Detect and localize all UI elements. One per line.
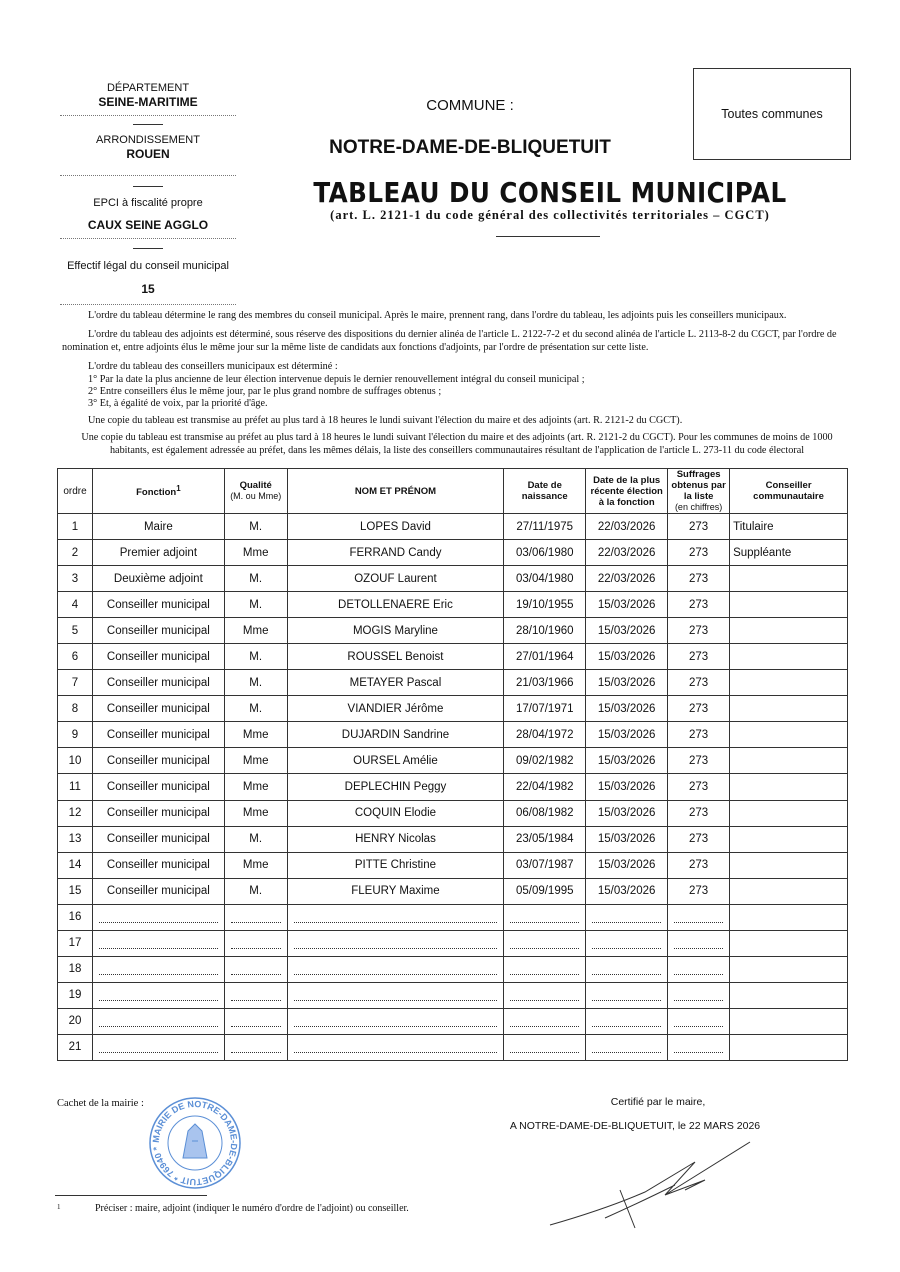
cell-fonction: Deuxième adjoint (92, 566, 224, 592)
cell-communautaire (730, 1008, 848, 1034)
dotted-blank (294, 993, 498, 1001)
dotted-blank (294, 915, 498, 923)
cell-naissance: 22/04/1982 (504, 774, 586, 800)
cell-suffrages: 273 (668, 514, 730, 540)
cell-election: 15/03/2026 (586, 670, 668, 696)
col-suffrages: Suffrages obtenus par la liste (en chiffres) (668, 469, 730, 514)
cachet-label: Cachet de la mairie : (57, 1098, 144, 1109)
cell-fonction: Conseiller municipal (92, 800, 224, 826)
cell-naissance: 05/09/1995 (504, 878, 586, 904)
epci: CAUX SEINE AGGLO (60, 218, 236, 239)
cell-naissance: 03/07/1987 (504, 852, 586, 878)
cell-fonction: Conseiller municipal (92, 852, 224, 878)
cell-qualite (224, 904, 287, 930)
cell-qualite: M. (224, 670, 287, 696)
cell-qualite (224, 1034, 287, 1060)
cell-naissance: 19/10/1955 (504, 592, 586, 618)
paragraph: Une copie du tableau est transmise au préfet au plus tard à 18 heures le lundi suivant l'élection du maire et des adjoints (art. R. 2121-2 du CGCT). (88, 415, 683, 426)
table-row (58, 592, 848, 618)
cell-election: 15/03/2026 (586, 618, 668, 644)
cell-suffrages: 273 (668, 748, 730, 774)
lieu-date: A NOTRE-DAME-DE-BLIQUETUIT, le 22 MARS 2026 (509, 1120, 761, 1132)
cell-suffrages: 273 (668, 878, 730, 904)
cell-nom: FERRAND Candy (287, 540, 504, 566)
cell-communautaire (730, 982, 848, 1008)
cell-nom: FLEURY Maxime (287, 878, 504, 904)
cell-nom: DEPLECHIN Peggy (287, 774, 504, 800)
arrondissement-label: ARRONDISSEMENT (96, 134, 200, 146)
effectif-label: Effectif légal du conseil municipal (67, 260, 229, 272)
dotted-blank (592, 1045, 661, 1053)
cell-naissance: 03/06/1980 (504, 540, 586, 566)
cell-qualite: M. (224, 644, 287, 670)
council-table (57, 468, 848, 1061)
cell-suffrages: 273 (668, 696, 730, 722)
cell-ordre: 17 (58, 930, 93, 956)
dotted-blank (592, 941, 661, 949)
cell-fonction: Conseiller municipal (92, 592, 224, 618)
dotted-blank (510, 967, 579, 975)
cell-fonction: Conseiller municipal (92, 722, 224, 748)
cell-qualite: M. (224, 514, 287, 540)
dotted-blank (592, 993, 661, 1001)
page-subtitle: (art. L. 2121-1 du code général des collectivités territoriales – CGCT) (330, 208, 770, 222)
dotted-blank (231, 967, 281, 975)
dotted-blank (294, 941, 498, 949)
dotted-blank (674, 993, 723, 1001)
dotted-blank (510, 941, 579, 949)
page-title: TABLEAU DU CONSEIL MUNICIPAL (313, 176, 787, 209)
cell-qualite: Mme (224, 540, 287, 566)
divider (133, 124, 163, 125)
cell-nom (287, 1034, 504, 1060)
cell-naissance: 21/03/1966 (504, 670, 586, 696)
cell-ordre: 4 (58, 592, 93, 618)
cell-suffrages (668, 982, 730, 1008)
cell-communautaire (730, 930, 848, 956)
dotted-blank (674, 1045, 723, 1053)
cell-ordre: 13 (58, 826, 93, 852)
cell-election: 15/03/2026 (586, 852, 668, 878)
cell-election: 15/03/2026 (586, 748, 668, 774)
cell-ordre: 7 (58, 670, 93, 696)
cell-qualite: Mme (224, 774, 287, 800)
dotted-blank (231, 1045, 281, 1053)
cell-naissance: 03/04/1980 (504, 566, 586, 592)
table-row (58, 618, 848, 644)
cell-communautaire (730, 956, 848, 982)
cell-ordre: 14 (58, 852, 93, 878)
dotted-blank (674, 967, 723, 975)
empty-row (58, 904, 848, 930)
cell-election: 15/03/2026 (586, 800, 668, 826)
col-naissance: Date de naissance (504, 469, 586, 514)
dotted-blank (231, 941, 281, 949)
cell-suffrages: 273 (668, 566, 730, 592)
cell-suffrages (668, 956, 730, 982)
empty-row (58, 982, 848, 1008)
cell-qualite: M. (224, 696, 287, 722)
cell-suffrages: 273 (668, 722, 730, 748)
cell-fonction (92, 982, 224, 1008)
mairie-stamp (148, 1096, 242, 1190)
table-row (58, 644, 848, 670)
cell-suffrages: 273 (668, 540, 730, 566)
cell-naissance: 23/05/1984 (504, 826, 586, 852)
cell-ordre: 18 (58, 956, 93, 982)
cell-nom: MOGIS Maryline (287, 618, 504, 644)
cell-nom: ROUSSEL Benoist (287, 644, 504, 670)
cell-communautaire (730, 722, 848, 748)
cell-communautaire (730, 774, 848, 800)
cell-qualite (224, 1008, 287, 1034)
col-nom: NOM ET PRÉNOM (287, 469, 504, 514)
cell-suffrages: 273 (668, 800, 730, 826)
cell-ordre: 5 (58, 618, 93, 644)
cell-fonction (92, 956, 224, 982)
cell-qualite: M. (224, 592, 287, 618)
cell-nom: COQUIN Elodie (287, 800, 504, 826)
cell-ordre: 15 (58, 878, 93, 904)
cell-fonction: Conseiller municipal (92, 774, 224, 800)
cell-nom: OZOUF Laurent (287, 566, 504, 592)
departement: SEINE-MARITIME (60, 95, 236, 116)
dotted-blank (231, 993, 281, 1001)
cell-qualite (224, 956, 287, 982)
cell-nom: LOPES David (287, 514, 504, 540)
footnote: Préciser : maire, adjoint (indiquer le numéro d'ordre de l'adjoint) ou conseiller. (95, 1203, 409, 1214)
cell-naissance: 06/08/1982 (504, 800, 586, 826)
dotted-blank (510, 993, 579, 1001)
effectif: 15 (60, 282, 236, 305)
cell-communautaire (730, 1034, 848, 1060)
cell-suffrages: 273 (668, 774, 730, 800)
cell-qualite: M. (224, 878, 287, 904)
cell-naissance: 09/02/1982 (504, 748, 586, 774)
col-communautaire: Conseiller communautaire (730, 469, 848, 514)
arrondissement: ROUEN (60, 147, 236, 176)
cell-suffrages: 273 (668, 852, 730, 878)
cell-nom: METAYER Pascal (287, 670, 504, 696)
divider (133, 248, 163, 249)
col-election: Date de la plus récente élection à la fonction (586, 469, 668, 514)
dotted-blank (99, 967, 218, 975)
paragraph: L'ordre du tableau des adjoints est déterminé, sous réserve des dispositions du dernier alinéa de l'article L. 2122-7-2 et du second alinéa de l'article L. 2113-8-2 du CGCT, par l'ordre de nomination et, entre adjoints élus le même jour sur la même liste de candidats aux fonctions d'adjoints, par l'ordre de présentation sur cette liste. (62, 329, 837, 353)
paragraph: L'ordre du tableau des conseillers municipaux est déterminé : (88, 361, 338, 372)
dotted-blank (510, 1019, 579, 1027)
cell-qualite (224, 982, 287, 1008)
cell-nom (287, 1008, 504, 1034)
dotted-blank (99, 941, 218, 949)
cell-naissance: 28/04/1972 (504, 722, 586, 748)
dotted-blank (231, 1019, 281, 1027)
paragraph: 3° Et, à égalité de voix, par la priorité d'âge. (88, 398, 268, 409)
cell-ordre: 21 (58, 1034, 93, 1060)
cell-fonction: Conseiller municipal (92, 618, 224, 644)
cell-communautaire (730, 618, 848, 644)
commune-name: NOTRE-DAME-DE-BLIQUETUIT (329, 137, 611, 158)
table-row (58, 800, 848, 826)
cell-nom: DETOLLENAERE Eric (287, 592, 504, 618)
cell-nom: OURSEL Amélie (287, 748, 504, 774)
cell-election: 15/03/2026 (586, 878, 668, 904)
cell-ordre: 12 (58, 800, 93, 826)
dotted-blank (99, 1045, 218, 1053)
table-row (58, 826, 848, 852)
cell-communautaire (730, 670, 848, 696)
cell-naissance (504, 1034, 586, 1060)
cell-election (586, 930, 668, 956)
cell-fonction (92, 1034, 224, 1060)
cell-suffrages: 273 (668, 644, 730, 670)
divider (133, 186, 163, 187)
commune-type-box: Toutes communes (693, 68, 851, 160)
paragraph: 2° Entre conseillers élus le même jour, par le plus grand nombre de suffrages obtenus ; (88, 386, 442, 397)
cell-naissance: 17/07/1971 (504, 696, 586, 722)
cell-suffrages (668, 1008, 730, 1034)
cell-fonction: Premier adjoint (92, 540, 224, 566)
epci-label: EPCI à fiscalité propre (93, 197, 203, 209)
cell-communautaire (730, 566, 848, 592)
cell-communautaire: Titulaire (730, 514, 848, 540)
cell-fonction: Conseiller municipal (92, 644, 224, 670)
cell-communautaire (730, 800, 848, 826)
cell-election: 15/03/2026 (586, 722, 668, 748)
cell-communautaire (730, 904, 848, 930)
table-row (58, 696, 848, 722)
cell-qualite: Mme (224, 748, 287, 774)
cell-fonction: Conseiller municipal (92, 670, 224, 696)
cell-communautaire: Suppléante (730, 540, 848, 566)
dotted-blank (231, 915, 281, 923)
cell-fonction: Conseiller municipal (92, 878, 224, 904)
cell-election (586, 956, 668, 982)
cell-ordre: 20 (58, 1008, 93, 1034)
cell-suffrages (668, 930, 730, 956)
dotted-blank (674, 1019, 723, 1027)
cell-qualite: M. (224, 566, 287, 592)
cell-election: 22/03/2026 (586, 566, 668, 592)
cell-ordre: 1 (58, 514, 93, 540)
dotted-blank (674, 941, 723, 949)
cell-election (586, 904, 668, 930)
cell-ordre: 6 (58, 644, 93, 670)
table-row (58, 670, 848, 696)
departement-label: DÉPARTEMENT (106, 82, 190, 94)
cell-nom (287, 904, 504, 930)
cell-election: 15/03/2026 (586, 826, 668, 852)
col-qualite: Qualité (M. ou Mme) (224, 469, 287, 514)
dotted-blank (510, 915, 579, 923)
dotted-blank (592, 967, 661, 975)
cell-qualite: Mme (224, 618, 287, 644)
cell-naissance (504, 1008, 586, 1034)
table-row (58, 540, 848, 566)
cell-qualite: Mme (224, 852, 287, 878)
cell-suffrages: 273 (668, 670, 730, 696)
cell-suffrages (668, 904, 730, 930)
svg-text:MAIRIE DE NOTRE-DAME-DE-BLIQUE: MAIRIE DE NOTRE-DAME-DE-BLIQUETUIT * 76940 * (150, 1098, 240, 1188)
cell-election: 15/03/2026 (586, 592, 668, 618)
dotted-blank (99, 993, 218, 1001)
dotted-blank (674, 915, 723, 923)
dotted-blank (510, 1045, 579, 1053)
cell-qualite: Mme (224, 722, 287, 748)
cell-naissance: 28/10/1960 (504, 618, 586, 644)
certifie-label: Certifié par le maire, (610, 1096, 706, 1108)
cell-nom (287, 956, 504, 982)
dotted-blank (294, 1019, 498, 1027)
table-row (58, 748, 848, 774)
dotted-blank (294, 967, 498, 975)
col-ordre: ordre (58, 469, 93, 514)
cell-nom: VIANDIER Jérôme (287, 696, 504, 722)
cell-communautaire (730, 826, 848, 852)
cell-ordre: 2 (58, 540, 93, 566)
cell-suffrages: 273 (668, 826, 730, 852)
cell-qualite: Mme (224, 800, 287, 826)
cell-nom: DUJARDIN Sandrine (287, 722, 504, 748)
cell-election (586, 1008, 668, 1034)
cell-ordre: 19 (58, 982, 93, 1008)
cell-election: 22/03/2026 (586, 514, 668, 540)
cell-naissance: 27/11/1975 (504, 514, 586, 540)
dotted-blank (592, 1019, 661, 1027)
cell-nom: PITTE Christine (287, 852, 504, 878)
cell-election: 15/03/2026 (586, 696, 668, 722)
table-row (58, 852, 848, 878)
cell-suffrages: 273 (668, 592, 730, 618)
table-row (58, 878, 848, 904)
empty-row (58, 956, 848, 982)
cell-naissance: 27/01/1964 (504, 644, 586, 670)
empty-row (58, 1034, 848, 1060)
cell-fonction (92, 1008, 224, 1034)
cell-ordre: 8 (58, 696, 93, 722)
cell-election (586, 1034, 668, 1060)
commune-label: COMMUNE : (426, 97, 514, 114)
cell-communautaire (730, 644, 848, 670)
cell-fonction: Conseiller municipal (92, 826, 224, 852)
cell-communautaire (730, 878, 848, 904)
cell-ordre: 10 (58, 748, 93, 774)
cell-naissance (504, 982, 586, 1008)
cell-fonction: Conseiller municipal (92, 696, 224, 722)
cell-election: 15/03/2026 (586, 644, 668, 670)
cell-fonction (92, 904, 224, 930)
cell-ordre: 9 (58, 722, 93, 748)
empty-row (58, 930, 848, 956)
cell-communautaire (730, 748, 848, 774)
cell-election: 22/03/2026 (586, 540, 668, 566)
col-fonction: Fonction$^1$ (92, 469, 224, 514)
cell-communautaire (730, 696, 848, 722)
cell-ordre: 11 (58, 774, 93, 800)
dotted-blank (294, 1045, 498, 1053)
cell-election: 15/03/2026 (586, 774, 668, 800)
footnote-number: 1 (57, 1203, 61, 1211)
table-row (58, 722, 848, 748)
paragraph: L'ordre du tableau détermine le rang des membres du conseil municipal. Après le maire, prennent rang, dans l'ordre du tableau, les adjoints puis les conseillers municipaux. (88, 310, 787, 321)
cell-qualite: M. (224, 826, 287, 852)
empty-row (58, 1008, 848, 1034)
cell-suffrages: 273 (668, 618, 730, 644)
dotted-blank (99, 1019, 218, 1027)
table-row (58, 566, 848, 592)
cell-fonction: Conseiller municipal (92, 748, 224, 774)
title-underline (496, 236, 600, 237)
table-row (58, 514, 848, 540)
cell-naissance (504, 930, 586, 956)
cell-nom (287, 930, 504, 956)
footnote-rule (55, 1195, 207, 1196)
cell-suffrages (668, 1034, 730, 1060)
cell-communautaire (730, 592, 848, 618)
cell-ordre: 3 (58, 566, 93, 592)
dotted-blank (592, 915, 661, 923)
cell-qualite (224, 930, 287, 956)
dotted-blank (99, 915, 218, 923)
table-row (58, 774, 848, 800)
cell-naissance (504, 904, 586, 930)
paragraph: Une copie du tableau est transmise au préfet au plus tard à 18 heures le lundi suivant l'élection du maire et des adjoints (art. R. 2121-2 du CGCT). Pour les communes de moins de 1000 habitants, est également adressée au préfet, dans les mêmes délais, la liste des conseillers communautaires résultant de l'application de l'article L. 273-11 du code électoral (81, 432, 833, 456)
mayor-signature (545, 1140, 760, 1230)
cell-nom: HENRY Nicolas (287, 826, 504, 852)
cell-naissance (504, 956, 586, 982)
cell-communautaire (730, 852, 848, 878)
cell-election (586, 982, 668, 1008)
cell-fonction: Maire (92, 514, 224, 540)
cell-nom (287, 982, 504, 1008)
cell-ordre: 16 (58, 904, 93, 930)
paragraph: 1° Par la date la plus ancienne de leur élection intervenue depuis le dernier renouvellement intégral du conseil municipal ; (88, 374, 585, 385)
cell-fonction (92, 930, 224, 956)
